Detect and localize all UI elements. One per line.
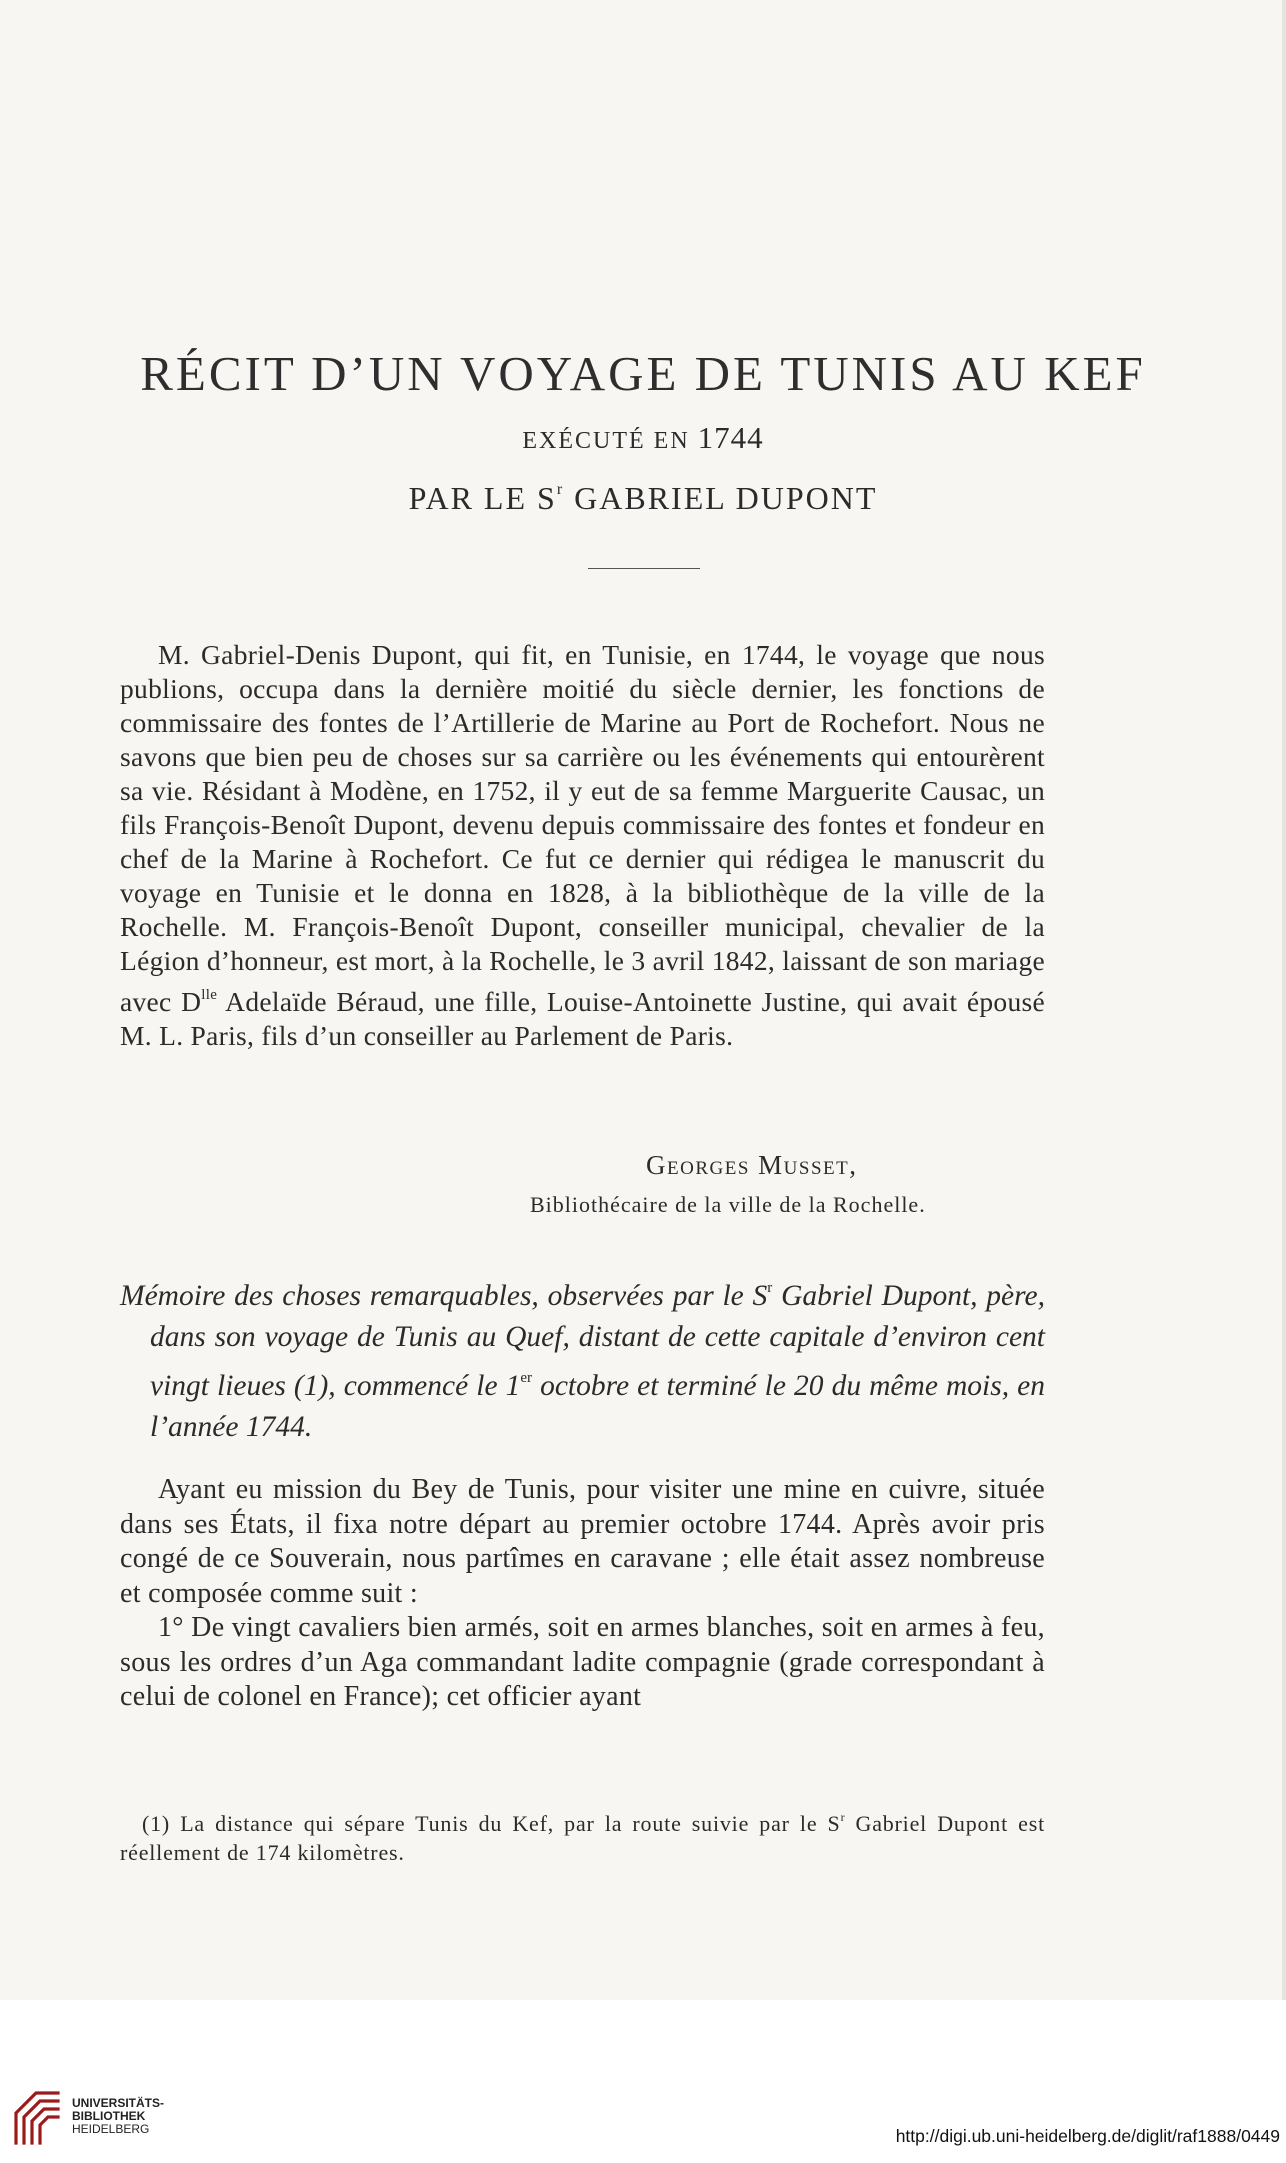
- signature: Georges Musset,: [646, 1150, 858, 1180]
- memoire-text-1: Mémoire des choses remarquables, observées par le S: [120, 1280, 768, 1312]
- intro-text-1: M. Gabriel-Denis Dupont, qui fit, en Tunisie, en 1744, le voyage que nous publions, occupa dans la dernière moitié du siècle dernier, les fonctions de commissaire des fontes de l’Artillerie de Marine au Port de Rochefort. Nous ne savons que bien peu de choses sur sa carrière ou les événements qui entourèrent sa vie. Résidant à Modène, en 1752, il y eut de sa femme Marguerite Causac, un fils François-Benoît Dupont, devenu depuis commissaire des fontes et fondeur en chef de la Marine à Rochefort. Ce fut ce dernier qui rédigea le manuscrit du voyage en Tunisie et le donna en 1828, à la bibliothèque de la ville de la Rochelle. M. François-Benoît Dupont, conseiller municipal, chevalier de la Légion d’honneur, est mort, à la Rochelle, le 3 avril 1842, laissant de son mariage avec D: [120, 639, 1045, 1017]
- body-text: [120, 1473, 1045, 1715]
- body-paragraph: 1° De vingt cavaliers bien armés, soit en armes blanches, soit en armes à feu, sous les ordres d’un Aga commandant ladite compagnie (grade correspondant à celui de colonel en France); cet officier ayant: [120, 1612, 1045, 1712]
- library-name-line-1: UNIVERSITÄTS-: [72, 2096, 165, 2110]
- title-divider: [588, 568, 700, 569]
- page-edge: [1282, 0, 1286, 2000]
- document-title: RÉCIT D’UN VOYAGE DE TUNIS AU KEF: [140, 346, 1146, 401]
- permalink-url[interactable]: http://digi.ub.uni-heidelberg.de/diglit/raf1888/0449: [895, 2126, 1280, 2146]
- intro-paragraph: [120, 638, 1045, 1053]
- memoire-text-2: Gabriel Dupont, père, dans son voyage de Tunis au Quef, distant de cette capitale d’environ cent vingt lieues (1), commencé le 1: [150, 1280, 1046, 1402]
- byline-name: GABRIEL DUPONT: [574, 480, 878, 516]
- footnote-text-2: Gabriel Dupont est réellement de 174 kilomètres.: [120, 1811, 1045, 1865]
- signature-affiliation: Bibliothécaire de la ville de la Rochelle.: [530, 1192, 926, 1217]
- memoire-superscript-1: r: [767, 1280, 773, 1296]
- intro-superscript: lle: [201, 987, 218, 1003]
- subtitle-year: 1744: [697, 420, 764, 455]
- footnote: [120, 1803, 1045, 1867]
- byline-prefix: PAR LE S: [408, 480, 557, 516]
- library-name: [72, 2097, 164, 2136]
- intro-text-2: Adelaïde Béraud, une fille, Louise-Antoinette Justine, qui avait épousé M. L. Paris, fils d’un conseiller au Parlement de Paris.: [120, 986, 1046, 1051]
- footnote-superscript: r: [840, 1810, 846, 1824]
- body-paragraph: Ayant eu mission du Bey de Tunis, pour visiter une mine en cuivre, située dans ses États, il fixa notre départ au premier octobre 1744. Après avoir pris congé de ce Souverain, nous partîmes en caravane ; elle était assez nombreuse et composée comme suit :: [120, 1474, 1045, 1609]
- byline-superscript: r: [556, 481, 565, 498]
- library-name-line-3: HEIDELBERG: [72, 2122, 150, 2136]
- memoire-text-3: octobre et terminé le 20 du même mois, en l’année 1744.: [150, 1370, 1045, 1443]
- library-name-line-2: BIBLIOTHEK: [72, 2109, 146, 2123]
- subtitle-prefix: EXÉCUTÉ EN: [522, 428, 690, 454]
- footnote-text-1: (1) La distance qui sépare Tunis du Kef, par la route suivie par le S: [142, 1811, 841, 1836]
- memoire-heading: [120, 1268, 1045, 1448]
- university-library-logo-icon[interactable]: [12, 2085, 62, 2147]
- document-byline: [0, 480, 1286, 517]
- memoire-superscript-2: er: [520, 1370, 533, 1386]
- document-subtitle: [0, 420, 1286, 456]
